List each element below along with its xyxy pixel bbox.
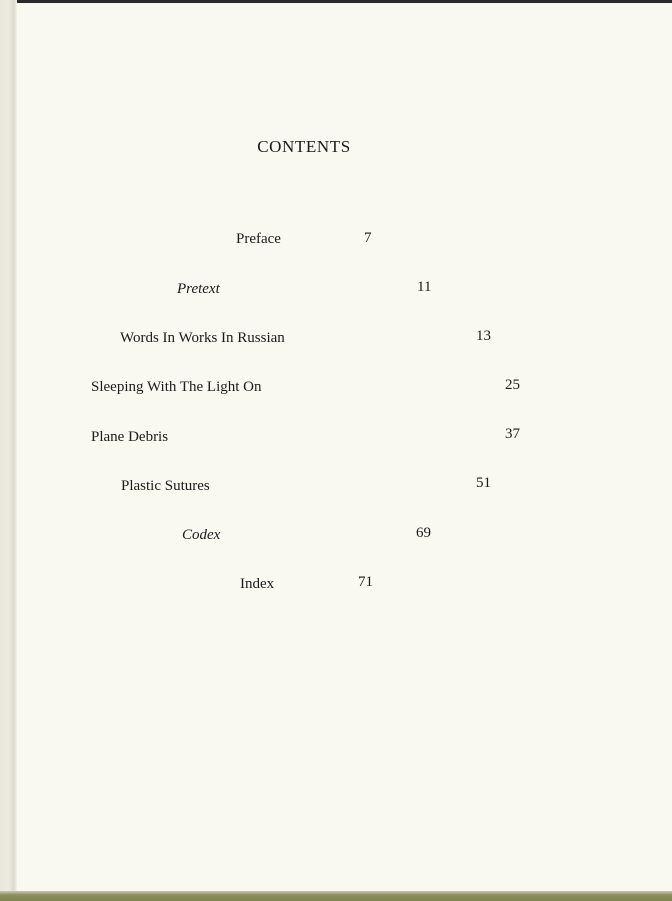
toc-entry-title: Sleeping With The Light On <box>91 379 262 395</box>
toc-entry-page: 25 <box>505 377 520 393</box>
contents-heading: CONTENTS <box>257 137 351 156</box>
toc-entry-page: 71 <box>358 574 373 590</box>
scan-top-edge <box>0 0 672 3</box>
toc-entry-page: 51 <box>476 475 491 491</box>
toc-entry-title: Preface <box>236 231 281 247</box>
toc-entry-page: 11 <box>417 279 432 295</box>
toc-entry-page: 37 <box>505 426 520 442</box>
book-gutter <box>0 0 17 901</box>
toc-entry-title: Plastic Sutures <box>121 478 210 494</box>
book-cover-edge <box>0 891 672 901</box>
toc-entry-title: Words In Works In Russian <box>120 330 285 346</box>
toc-entry-page: 13 <box>476 328 491 344</box>
toc-entry-title: Plane Debris <box>91 429 169 445</box>
toc-entry-title: Index <box>240 576 275 592</box>
toc-entry-title: Codex <box>182 527 221 543</box>
toc-entry-title: Pretext <box>177 281 220 297</box>
toc-entry-page: 7 <box>364 230 372 246</box>
toc-entry-page: 69 <box>416 525 431 541</box>
